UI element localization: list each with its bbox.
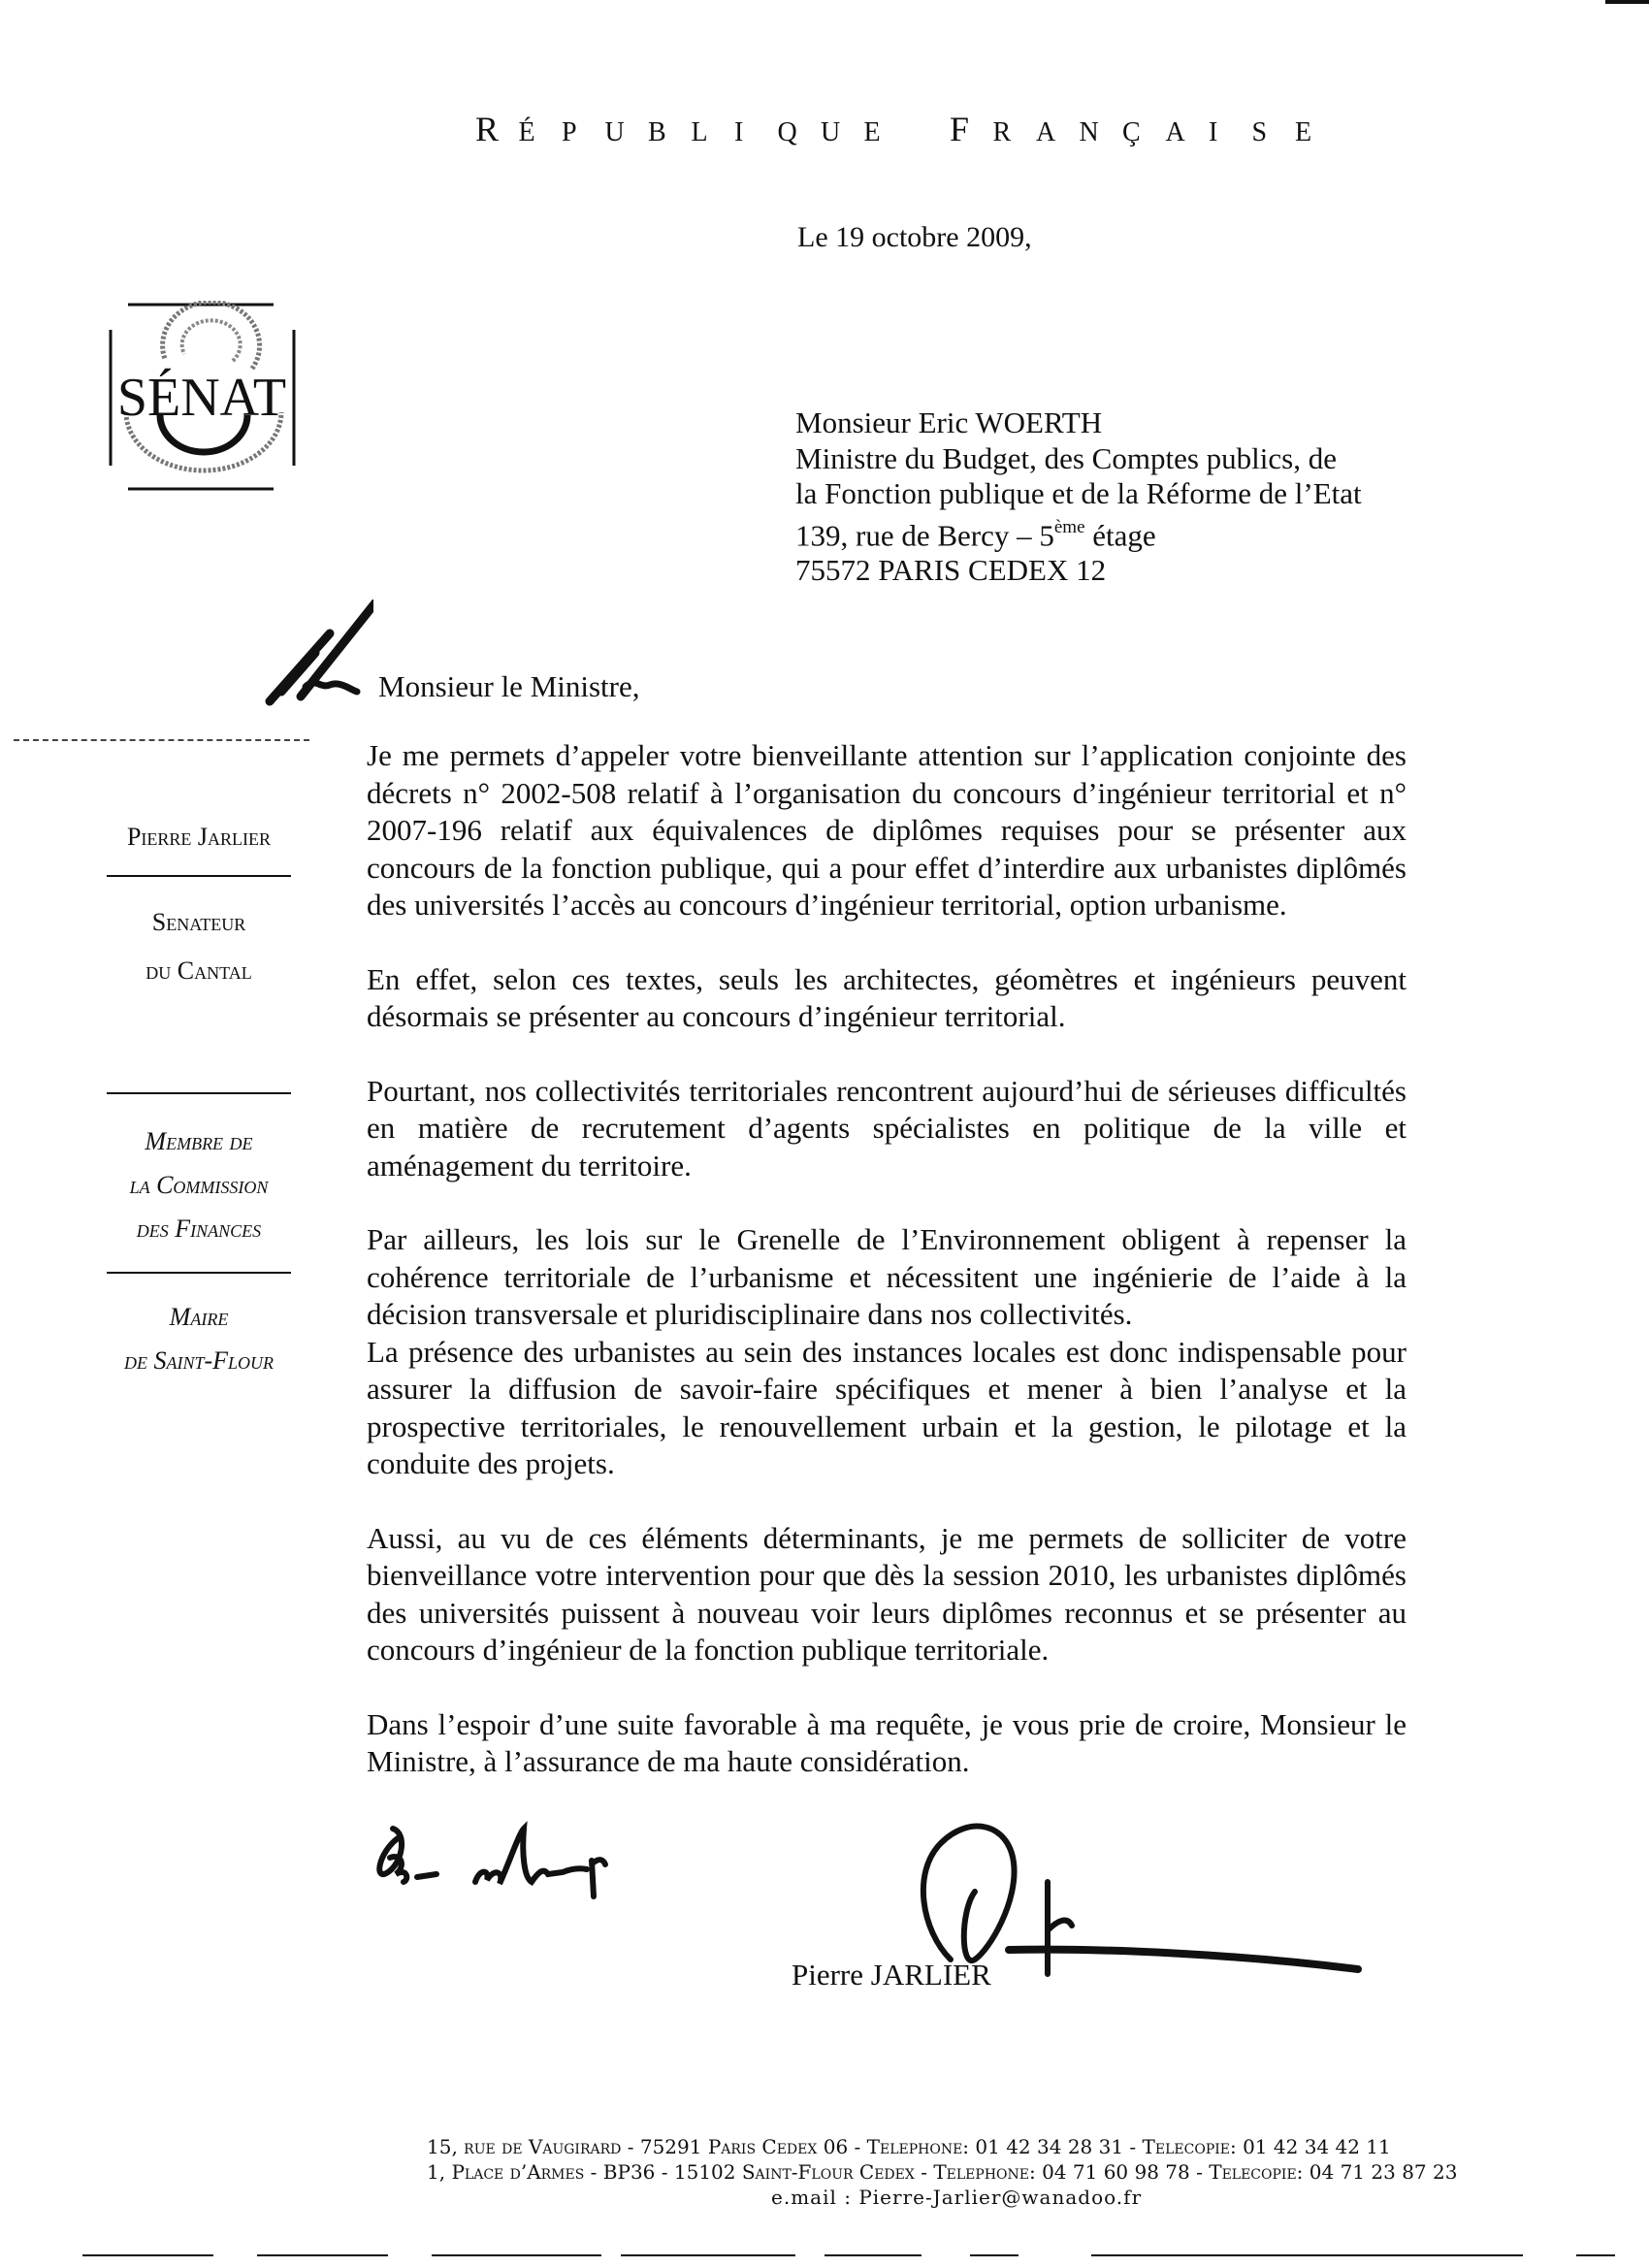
- sidebar-divider: [107, 1092, 291, 1094]
- scan-artifact-corner: [1605, 0, 1649, 4]
- recipient-name: Monsieur Eric WOERTH: [795, 405, 1103, 439]
- footer-paris-address: [427, 2134, 1474, 2159]
- floor-superscript: ème: [1053, 516, 1085, 537]
- recipient-street: [795, 512, 1362, 554]
- heading-letter: U: [821, 117, 841, 147]
- body-paragraph: Aussi, au vu de ces éléments déterminants, je me permets de solliciter de votre bienveillance votre intervention pour que dès la session 2010, les urbanistes diplômés des universités puissent à nouveau voir leurs diplômes reconnus et se présenter au concours d’ingénieur de la fonction publique territoriale.: [367, 1520, 1406, 1667]
- footer-phone-label: Telephone: [933, 2160, 1029, 2184]
- mayor-line-1: Maire: [169, 1303, 229, 1331]
- footer-phone-label: Telephone: [866, 2135, 963, 2158]
- commission-title: [87, 1119, 310, 1250]
- heading-letter: U: [604, 117, 625, 147]
- heading-letter: S: [1251, 117, 1268, 147]
- heading-letter: R: [475, 110, 500, 148]
- footer-phone: : 04 71 60 98 78 -: [1028, 2160, 1210, 2184]
- heading-letter: R: [992, 117, 1012, 147]
- street-suffix: étage: [1084, 517, 1156, 552]
- signature-closing-text: Bien cordialement,: [427, 1872, 435, 1873]
- heading-letter: F: [950, 110, 970, 148]
- footer-fax: : 04 71 23 87 23: [1296, 2160, 1458, 2184]
- footer-email[interactable]: e.mail : Pierre-Jarlier@wanadoo.fr: [771, 2186, 1143, 2209]
- body-paragraph: En effet, selon ces textes, seuls les architectes, géomètres et ingénieurs peuvent désormais se présenter au concours d’ingénieur territorial.: [367, 961, 1406, 1033]
- footer-text: 15,: [427, 2135, 465, 2158]
- heading-letter: A: [1036, 117, 1056, 147]
- letter-footer: [427, 2134, 1474, 2210]
- footer-phone: : 01 42 34 28 31 -: [962, 2135, 1143, 2158]
- footer-fax: : 01 42 34 42 11: [1229, 2135, 1391, 2158]
- heading-letter: L: [691, 117, 708, 147]
- footer-text: rue de Vaugirard - 75291 Paris Cedex: [464, 2135, 818, 2158]
- body-paragraph: Par ailleurs, les lois sur le Grenelle de l’Environnement obligent à repenser la cohérence territoriale de l’urbanisme et nécessitent une ingénierie de l’aide à la décision transversale et pluridisciplinaire dans nos collectivités.: [367, 1222, 1406, 1331]
- commission-line-1: Membre de: [145, 1127, 253, 1155]
- heading-letter: E: [863, 117, 881, 147]
- heading-letter: P: [562, 117, 577, 147]
- recipient-city: 75572 PARIS CEDEX 12: [795, 553, 1107, 588]
- mayor-title: [87, 1295, 310, 1382]
- signatory-name: Pierre JARLIER: [792, 1958, 991, 1992]
- sidebar-divider: [107, 1272, 291, 1274]
- recipient-title-line-1: Ministre du Budget, des Comptes publics, de: [795, 440, 1337, 475]
- senator-line-2: du Cantal: [146, 956, 252, 985]
- salutation: Monsieur le Ministre,: [378, 669, 640, 703]
- street-prefix: 139, rue de Bercy – 5: [795, 517, 1054, 552]
- footer-fax-label: Telecopie: [1209, 2160, 1297, 2184]
- footer-text: Place d’Armes: [451, 2160, 585, 2184]
- body-paragraph: Dans l’espoir d’une suite favorable à ma requête, je vous prie de croire, Monsieur le Ministre, à l’assurance de ma haute considération.: [367, 1706, 1406, 1778]
- heading-letter: I: [1209, 117, 1218, 147]
- heading-letter: É: [518, 117, 535, 147]
- republique-francaise-heading: [475, 109, 1339, 149]
- letter-body: [367, 737, 1406, 1818]
- recipient-address: [795, 405, 1362, 589]
- recipient-title-line-2: la Fonction publique et de la Réforme de l’Etat: [795, 476, 1362, 510]
- body-paragraph: La présence des urbanistes au sein des instances locales est donc indispensable pour assurer la diffusion de savoir-faire spécifiques et mener à bien l’analyse et la prospective territoriales, le renouvellement urbain et la gestion, le pilotage et la conduite des projets.: [367, 1334, 1406, 1480]
- handwritten-signature: [369, 1814, 1387, 1979]
- body-paragraph: Je me permets d’appeler votre bienveillante attention sur l’application conjointe des décrets n° 2002-508 relatif à l’organisation du concours d’ingénieur territorial et n° 2007-196 relatif aux équivalences de diplômes requises pour se présenter aux concours de la fonction publique, qui a pour effet d’interdire aux urbanistes diplômés des universités l’accès au concours d’ingénieur territorial, option urbanisme.: [367, 738, 1406, 922]
- footer-text: - BP36 - 15102: [584, 2160, 742, 2184]
- senator-title: [87, 898, 310, 995]
- footer-text: 1,: [427, 2160, 452, 2184]
- letter-date: Le 19 octobre 2009,: [797, 221, 1032, 253]
- sender-sidebar: [87, 815, 310, 1425]
- footer-text: 06 -: [817, 2135, 867, 2158]
- heading-letter: Ç: [1122, 117, 1141, 147]
- heading-letter: Q: [777, 117, 797, 147]
- sidebar-top-divider: [14, 739, 309, 741]
- footer-text: -: [914, 2160, 934, 2184]
- sidebar-divider: [107, 875, 291, 877]
- body-paragraph: Pourtant, nos collectivités territoriales rencontrent aujourd’hui de sérieuses difficultés en matière de recrutement d’agents spécialistes en politique de la ville et aménagement du territoire.: [367, 1073, 1406, 1183]
- commission-line-2: la Commission: [129, 1171, 269, 1199]
- senat-logo-text: SÉNAT: [116, 368, 287, 428]
- handwritten-paraph: [262, 599, 373, 711]
- heading-letter: E: [1295, 117, 1312, 147]
- footer-fax-label: Telecopie: [1142, 2135, 1230, 2158]
- heading-letter: B: [648, 117, 666, 147]
- heading-word-2: [950, 109, 1339, 149]
- scan-artifact-bottom-line: [0, 2252, 1649, 2258]
- mayor-line-2: de Saint-Flour: [123, 1346, 275, 1375]
- heading-letter: A: [1165, 117, 1185, 147]
- footer-text: Saint-Flour Cedex: [741, 2160, 915, 2184]
- footer-saint-flour-address: [427, 2159, 1474, 2185]
- senator-line-1: Senateur: [151, 908, 246, 936]
- senat-logo: [107, 301, 301, 495]
- heading-letter: N: [1079, 117, 1099, 147]
- commission-line-3: des Finances: [136, 1215, 262, 1243]
- heading-word-1: [475, 109, 907, 149]
- sender-name: Pierre Jarlier: [126, 823, 272, 851]
- heading-letter: I: [734, 117, 744, 147]
